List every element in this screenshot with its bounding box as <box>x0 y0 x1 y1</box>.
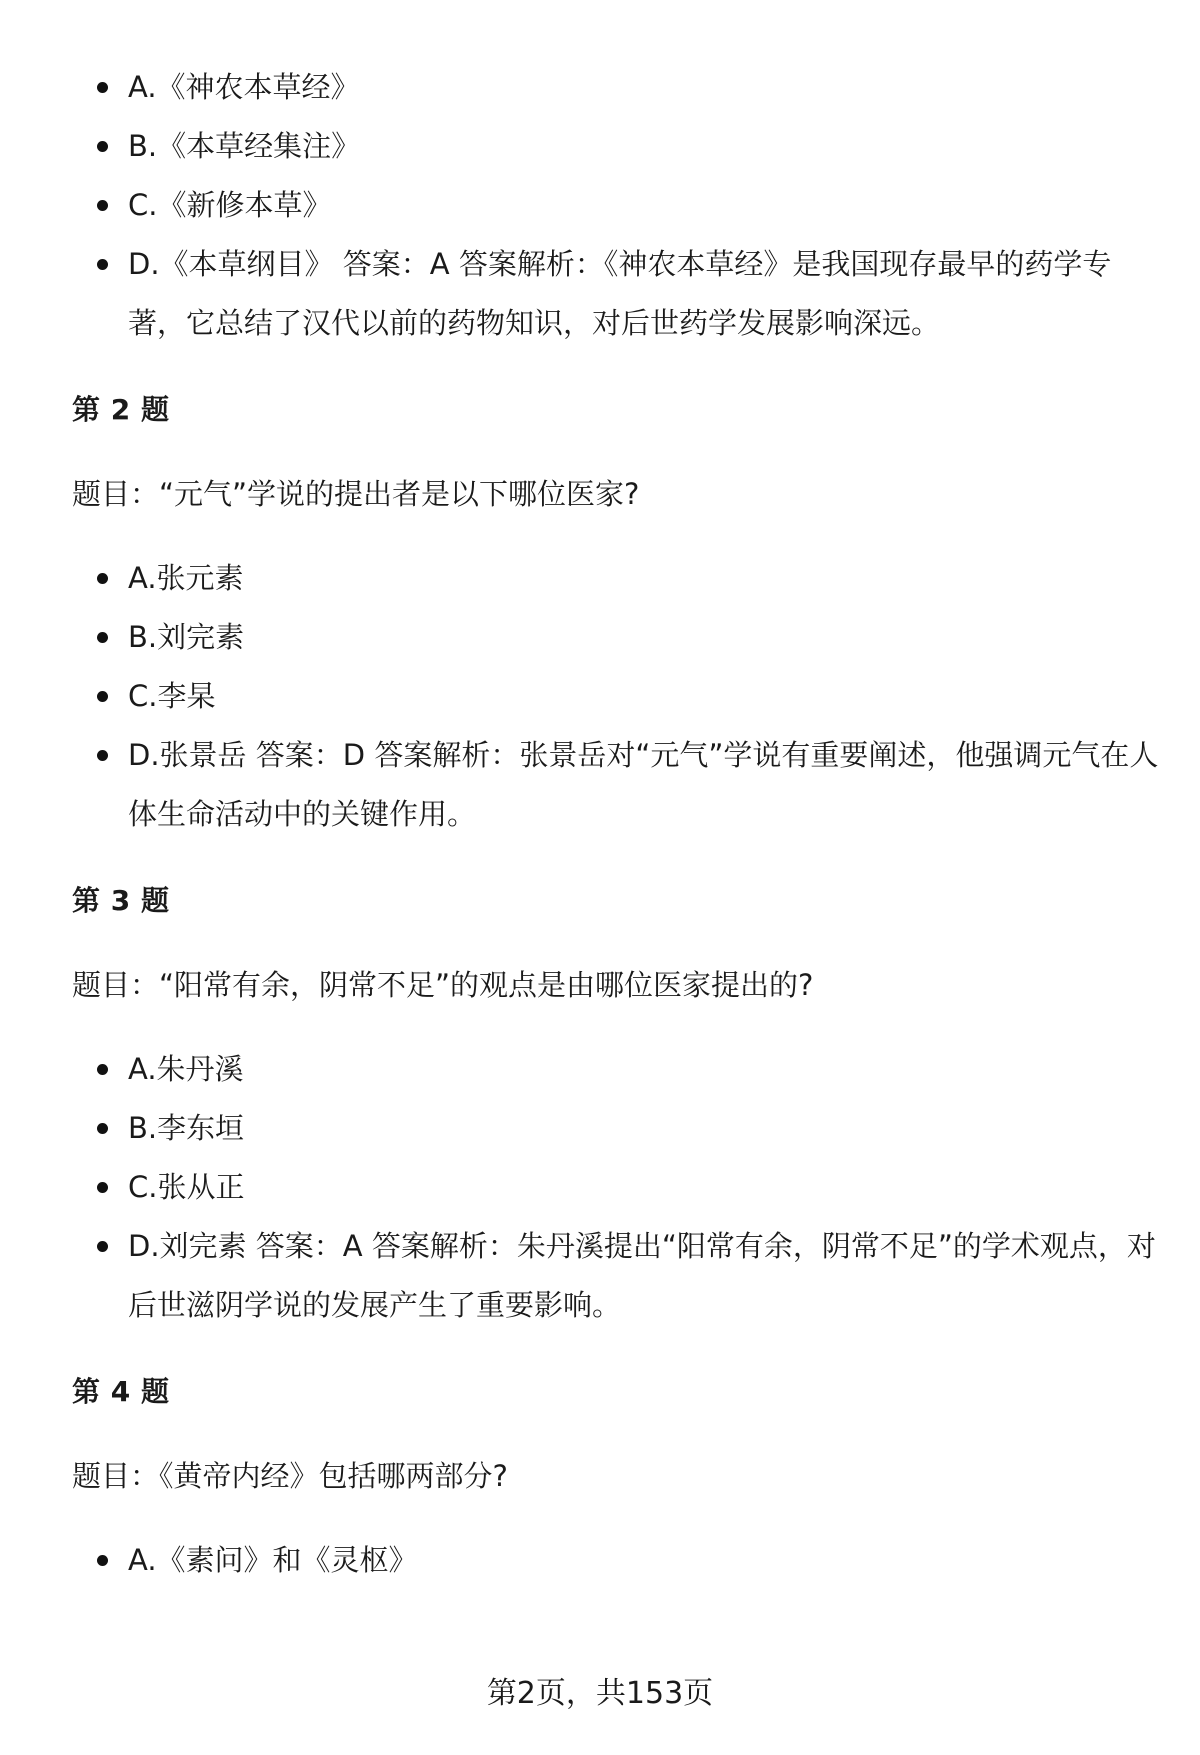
option-d-with-answer <box>72 1217 1162 1335</box>
option-text: A.《素问》和《灵枢》 <box>128 1543 418 1577</box>
question-number: 第 3 题 <box>72 884 170 917</box>
option-text: A.朱丹溪 <box>128 1052 244 1086</box>
option-text: A.《神农本草经》 <box>128 70 360 104</box>
bullet-icon <box>97 1064 108 1075</box>
bullet-icon <box>97 1555 108 1566</box>
option-b <box>72 117 1162 176</box>
bullet-icon <box>97 750 108 761</box>
option-list-q3 <box>72 1040 1162 1335</box>
option-c <box>72 176 1162 235</box>
option-d-with-answer <box>72 726 1162 844</box>
option-text: D.《本草纲目》 答案：A 答案解析：《神农本草经》是我国现存最早的药学专著，它总结了汉代以前的药物知识，对后世药学发展影响深远。 <box>128 247 1112 340</box>
option-a <box>72 1531 1162 1590</box>
question-number: 第 4 题 <box>72 1375 170 1408</box>
option-text: D.张景岳 答案：D 答案解析：张景岳对“元气”学说有重要阐述，他强调元气在人体生命活动中的关键作用。 <box>128 738 1159 831</box>
option-text: C.《新修本草》 <box>128 188 332 222</box>
question-text: 题目：“元气”学说的提出者是以下哪位医家? <box>72 477 640 511</box>
option-a <box>72 58 1162 117</box>
option-b <box>72 608 1162 667</box>
bullet-icon <box>97 1182 108 1193</box>
option-text: C.张从正 <box>128 1170 245 1204</box>
bullet-icon <box>97 1123 108 1134</box>
bullet-icon <box>97 200 108 211</box>
question-number: 第 2 题 <box>72 393 170 426</box>
bullet-icon <box>97 573 108 584</box>
option-text: A.张元素 <box>128 561 244 595</box>
option-text: C.李杲 <box>128 679 216 713</box>
option-text: B.李东垣 <box>128 1111 245 1145</box>
question-text: 题目：《黄帝内经》包括哪两部分? <box>72 1459 508 1493</box>
bullet-icon <box>97 82 108 93</box>
page-content <box>72 58 1162 1590</box>
option-b <box>72 1099 1162 1158</box>
option-list-q4 <box>72 1531 1162 1590</box>
option-a <box>72 1040 1162 1099</box>
option-c <box>72 1158 1162 1217</box>
bullet-icon <box>97 141 108 152</box>
option-list-q1 <box>72 58 1162 353</box>
page-indicator: 第2页，共153页 <box>486 1676 714 1711</box>
option-text: B.《本草经集注》 <box>128 129 361 163</box>
question-text: 题目：“阳常有余，阴常不足”的观点是由哪位医家提出的? <box>72 968 814 1002</box>
bullet-icon <box>97 632 108 643</box>
bullet-icon <box>97 691 108 702</box>
option-text: D.刘完素 答案：A 答案解析：朱丹溪提出“阳常有余，阴常不足”的学术观点，对后世滋阴学说的发展产生了重要影响。 <box>128 1229 1156 1322</box>
bullet-icon <box>97 1241 108 1252</box>
option-d-with-answer <box>72 235 1162 353</box>
option-c <box>72 667 1162 726</box>
option-list-q2 <box>72 549 1162 844</box>
bullet-icon <box>97 259 108 270</box>
option-a <box>72 549 1162 608</box>
option-text: B.刘完素 <box>128 620 245 654</box>
